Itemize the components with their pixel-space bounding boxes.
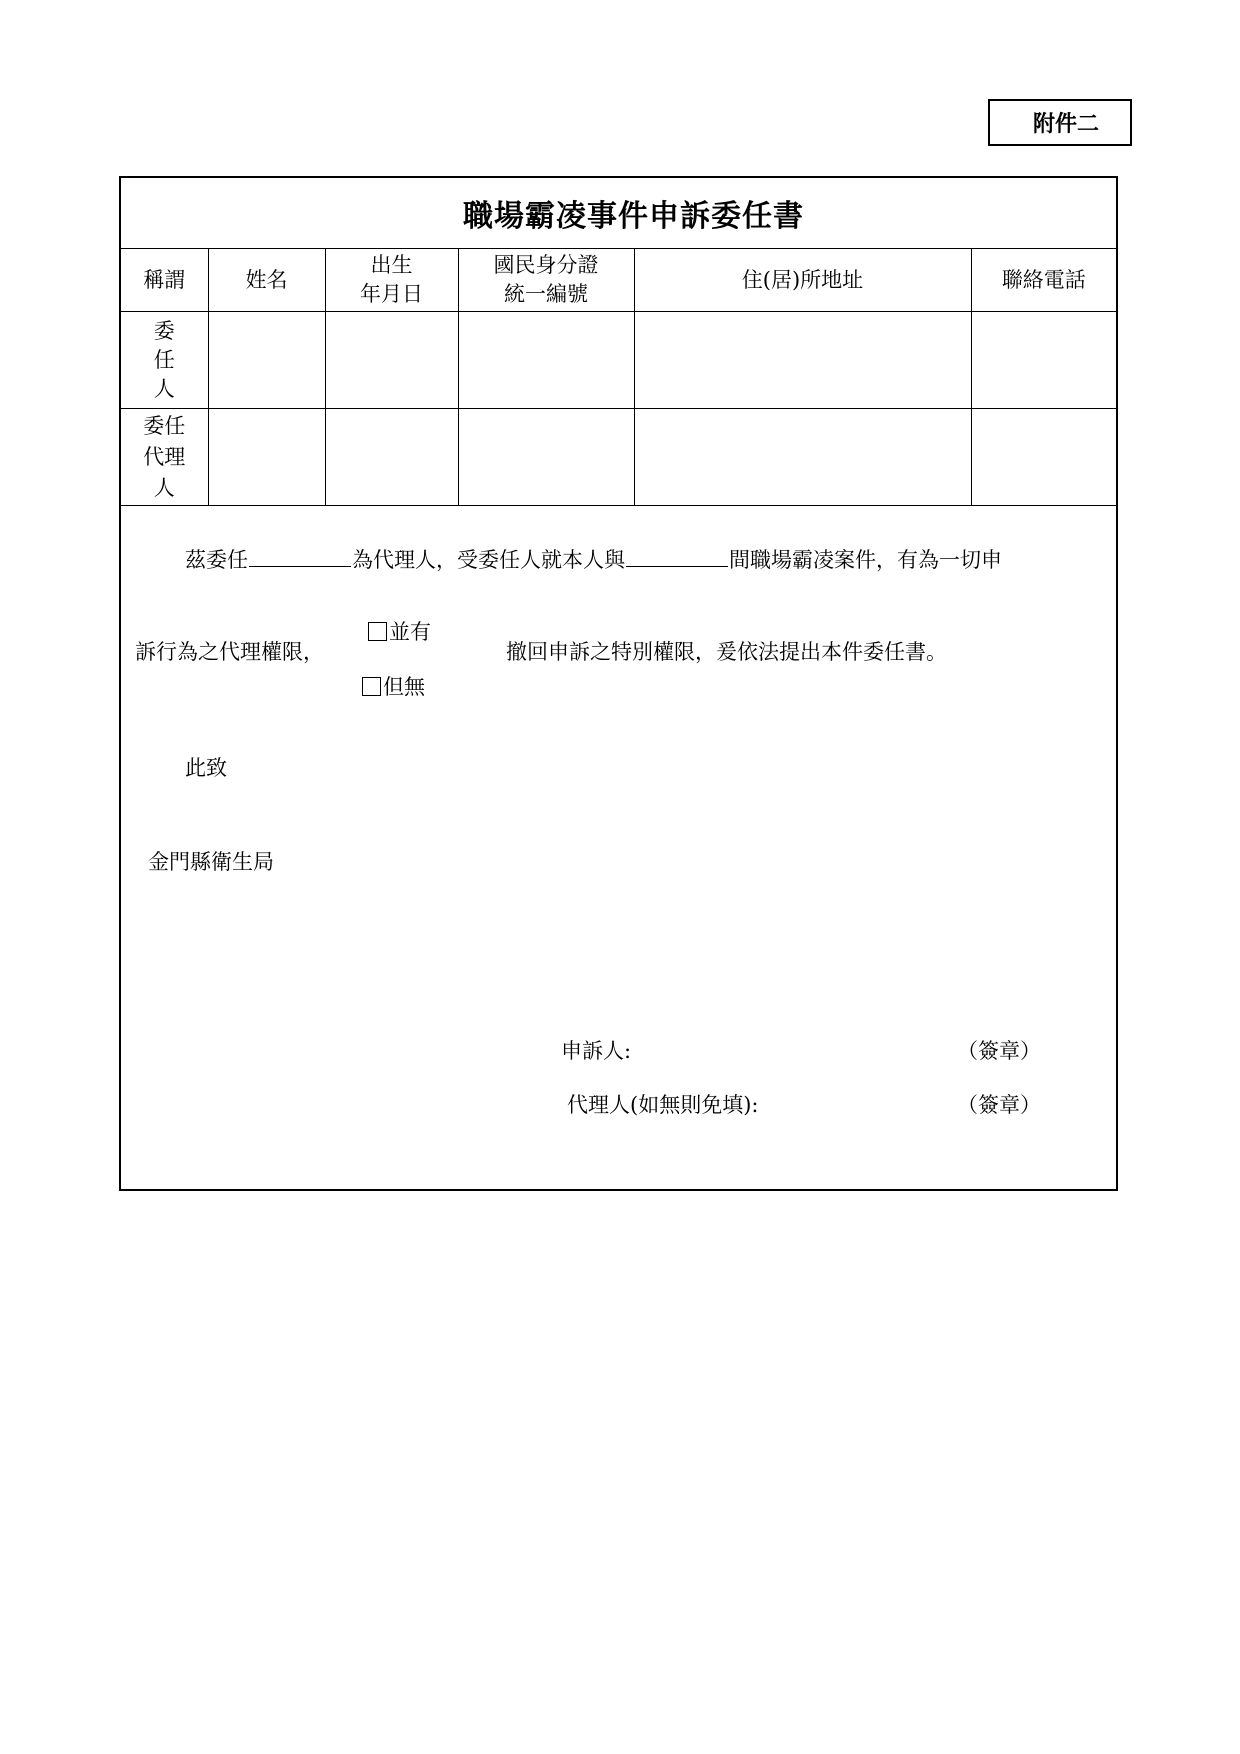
agent-label: 代理人(如無則免填): xyxy=(567,1093,759,1117)
text-p1-b: 為代理人，受委任人就本人與 xyxy=(352,548,625,572)
paragraph-line-2a: 訴行為之代理權限， xyxy=(135,640,324,664)
paragraph-line-2b: 撤回申訴之特別權限，爰依法提出本件委任書。 xyxy=(506,640,947,664)
option-without-right[interactable] xyxy=(362,671,425,701)
recipient: 金門縣衛生局 xyxy=(148,850,274,874)
checkbox-without-right[interactable] xyxy=(362,677,381,696)
respondent-blank[interactable] xyxy=(626,544,728,567)
agent-id-cell[interactable] xyxy=(458,409,634,506)
complainant-signature-label: （簽章） xyxy=(957,1039,1041,1063)
text-p1-c: 間職場霸凌案件，有為一切申 xyxy=(729,548,1002,572)
form-title: 職場霸凌事件申訴委任書 xyxy=(121,178,1116,249)
role-principal: 委任人 xyxy=(121,312,208,409)
principal-phone-cell[interactable] xyxy=(971,312,1116,409)
checkbox-with-right[interactable] xyxy=(368,622,387,641)
agent-name-blank[interactable] xyxy=(249,544,351,567)
delegation-form xyxy=(119,176,1118,1191)
party-table xyxy=(121,249,1116,506)
salutation: 此致 xyxy=(185,756,227,780)
header-phone: 聯絡電話 xyxy=(971,249,1116,312)
agent-phone-cell[interactable] xyxy=(971,409,1116,506)
header-dob: 出生 年月日 xyxy=(325,249,458,312)
agent-address-cell[interactable] xyxy=(634,409,971,506)
agent-dob-cell[interactable] xyxy=(325,409,458,506)
table-row-agent xyxy=(121,409,1116,506)
option-with-right[interactable] xyxy=(368,616,431,646)
principal-address-cell[interactable] xyxy=(634,312,971,409)
attachment-label: 附件二 xyxy=(988,99,1132,146)
header-address: 住(居)所地址 xyxy=(634,249,971,312)
principal-name-cell[interactable] xyxy=(208,312,325,409)
table-header-row xyxy=(121,249,1116,312)
principal-dob-cell[interactable] xyxy=(325,312,458,409)
header-title: 稱謂 xyxy=(121,249,208,312)
paragraph-line-1 xyxy=(185,544,1002,574)
header-name: 姓名 xyxy=(208,249,325,312)
complainant-label: 申訴人: xyxy=(561,1039,632,1063)
form-body xyxy=(121,506,1116,1191)
agent-signature-label: （簽章） xyxy=(957,1093,1041,1117)
principal-id-cell[interactable] xyxy=(458,312,634,409)
header-id: 國民身分證 統一編號 xyxy=(458,249,634,312)
option-no-label: 但無 xyxy=(383,675,425,699)
text-p1-a: 茲委任 xyxy=(185,548,248,572)
agent-name-cell[interactable] xyxy=(208,409,325,506)
table-row-principal xyxy=(121,312,1116,409)
role-agent: 委任代理人 xyxy=(121,409,208,506)
option-yes-label: 並有 xyxy=(389,620,431,644)
